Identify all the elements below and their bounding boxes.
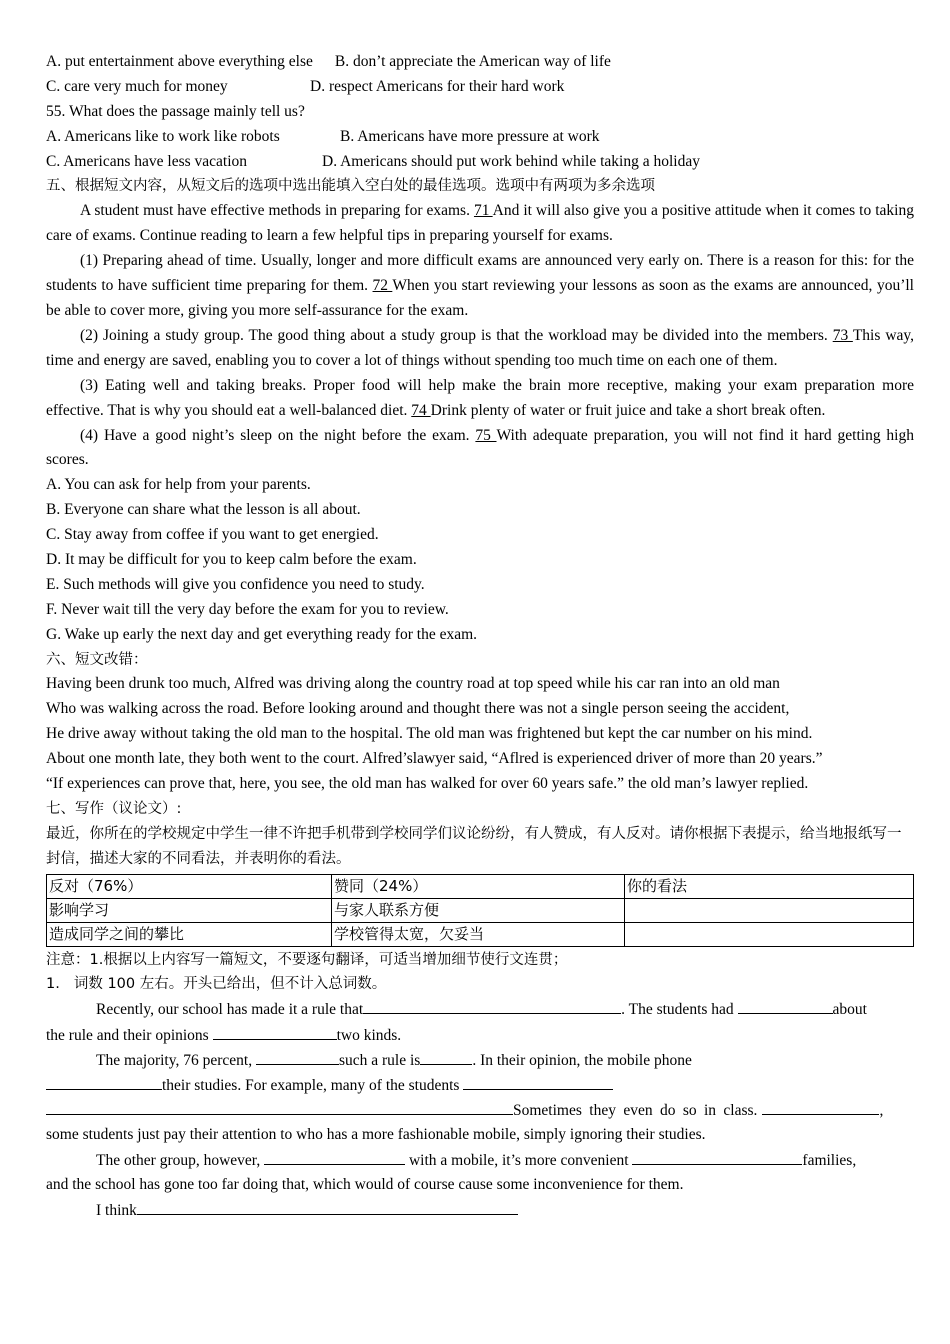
q55-question: 55. What does the passage mainly tell us? <box>46 102 305 120</box>
intro-text-b: And it will also give you a positive attitude when it comes to taking care of exams. Continue reading to learn a few helpful tips in preparing yourself for exams. <box>46 202 914 245</box>
blank-73: 73 <box>832 326 853 344</box>
q55-options-row1 <box>46 125 914 150</box>
writing-paragraph-2-cont-1 <box>46 1073 914 1098</box>
w2-text-a: The majority, 76 percent, <box>96 1052 256 1070</box>
option-d: D. It may be difficult for you to keep calm before the exam. <box>46 550 417 568</box>
p2-text-a: (2) Joining a study group. The good thing about a study group is that the workload may be divided into the members. <box>80 326 828 344</box>
w3-text-b: with a mobile, it’s more convenient <box>405 1151 633 1169</box>
w1-text-d: the rule and their opinions <box>46 1027 213 1045</box>
q55-option-d: D. Americans should put work behind while taking a holiday <box>322 152 700 170</box>
table-cell[interactable] <box>625 898 914 922</box>
answer-blank[interactable] <box>762 1098 879 1115</box>
section5-paragraph-1 <box>46 249 914 324</box>
writing-paragraph-2-cont-3: some students just pay their attention to who has a more fashionable mobile, simply ignoring their studies. <box>46 1125 706 1143</box>
correction-line-2: Who was walking across the road. Before looking around and thought there was not a single person seeing the accident, <box>46 700 790 718</box>
blank-75: 75 <box>475 426 497 444</box>
table-row <box>47 898 914 922</box>
q54-option-a: A. put entertainment above everything else <box>46 53 313 70</box>
q55-option-a: A. Americans like to work like robots <box>46 127 280 145</box>
table-header-your-view: 你的看法 <box>625 874 914 898</box>
option-e: E. Such methods will give you confidence you need to study. <box>46 575 425 593</box>
blank-74: 74 <box>411 401 431 419</box>
answer-blank[interactable] <box>46 1073 162 1090</box>
answer-blank[interactable] <box>46 1098 513 1115</box>
correction-line-3: He drive away without taking the old man to the hospital. The old man was frightened but kept the car number on his mind. <box>46 725 813 743</box>
p1-text-b: When you start reviewing your lessons as soon as the exams are announced, you’ll be able to cover more, giving you more self-assurance for the exam. <box>46 277 914 319</box>
table-cell[interactable] <box>625 922 914 946</box>
p1-text-a: (1) Preparing ahead of time. Usually, longer and more difficult exams are announced very early on. There is a reason for this: for the students to have sufficient time preparing for them. <box>46 252 914 295</box>
answer-blank[interactable] <box>264 1148 405 1165</box>
writing-paragraph-2 <box>46 1048 914 1073</box>
table-header-row <box>47 874 914 898</box>
note-number: 1. <box>46 976 60 993</box>
answer-blank[interactable] <box>420 1048 472 1065</box>
blank-71: 71 <box>473 202 493 220</box>
option-b: B. Everyone can share what the lesson is all about. <box>46 501 361 519</box>
answer-blank[interactable] <box>463 1073 613 1090</box>
q55-option-b: B. Americans have more pressure at work <box>340 127 600 145</box>
writing-paragraph-3-cont: and the school has gone too far doing that, which would of course cause some inconvenience for them. <box>46 1175 684 1193</box>
q54-option-c: C. care very much for money <box>46 77 228 95</box>
section5-paragraph-2 <box>46 324 914 374</box>
answer-blank[interactable] <box>213 1023 337 1040</box>
q54-option-b: B. don’t appreciate the American way of life <box>334 53 611 70</box>
option-a: A. You can ask for help from your parents. <box>46 476 311 494</box>
table-header-oppose: 反对（76%） <box>47 874 332 898</box>
answer-blank[interactable] <box>738 997 833 1014</box>
section5-paragraph-4 <box>46 424 914 474</box>
q55-option-c: C. Americans have less vacation <box>46 152 248 170</box>
w3-text-c: families, <box>802 1151 857 1169</box>
q54-options-row1 <box>46 50 914 75</box>
q55-options-row2 <box>46 150 914 175</box>
writing-note-1: 注意：1.根据以上内容写一篇短文，不要逐句翻译，可适当增加细节使行文连贯； <box>46 951 568 968</box>
table-row <box>47 922 914 946</box>
section6-heading: 六、短文改错： <box>46 651 148 668</box>
q54-options-row2 <box>46 75 914 100</box>
answer-blank[interactable] <box>632 1148 802 1165</box>
worksheet-page <box>46 50 914 1222</box>
w2-text-f: , <box>879 1101 884 1119</box>
intro-text-a: A student must have effective methods in preparing for exams. <box>80 202 474 220</box>
w1-text-c: about <box>832 1001 867 1019</box>
writing-paragraph-1-cont <box>46 1023 914 1048</box>
section5-heading: 五、根据短文内容，从短文后的选项中选出能填入空白处的最佳选项。选项中有两项为多余选项 <box>46 178 655 195</box>
writing-paragraph-3 <box>46 1148 914 1173</box>
section5-intro <box>46 199 914 249</box>
section5-paragraph-3 <box>46 374 914 424</box>
w1-text-a: Recently, our school has made it a rule that <box>96 1001 364 1019</box>
p2-text-b: This way, time and energy are saved, enabling you to cover a lot of things without spending too much time on each one of them. <box>46 326 915 369</box>
w2-text-c: . In their opinion, the mobile phone <box>472 1052 692 1070</box>
w1-text-e: two kinds. <box>336 1027 402 1045</box>
option-g: G. Wake up early the next day and get everything ready for the exam. <box>46 625 478 643</box>
section7-heading: 七、写作（议论文）: <box>46 800 182 817</box>
correction-line-1: Having been drunk too much, Alfred was driving along the country road at top speed while his car ran into an old man <box>46 675 780 693</box>
w2-text-d: their studies. For example, many of the students <box>162 1077 464 1095</box>
answer-blank[interactable] <box>363 997 621 1014</box>
option-f: F. Never wait till the very day before the exam for you to review. <box>46 600 449 618</box>
answer-blank[interactable] <box>137 1198 518 1215</box>
note-text: 词数 100 左右。开头已给出，但不计入总词数。 <box>73 976 387 993</box>
writing-paragraph-4 <box>46 1198 914 1223</box>
p3-text-a: (3) Eating well and taking breaks. Proper food will help make the brain more receptive, making your exam preparation more effective. That is why you should eat a well-balanced diet. <box>46 376 914 419</box>
p3-text-b: Drink plenty of water or fruit juice and take a short break often. <box>430 401 826 419</box>
blank-72: 72 <box>372 277 393 295</box>
writing-note-2 <box>46 972 914 997</box>
writing-paragraph-1 <box>46 997 914 1023</box>
p4-text-a: (4) Have a good night’s sleep on the night before the exam. <box>80 426 476 444</box>
opinion-table <box>46 874 914 947</box>
answer-blank[interactable] <box>256 1048 339 1065</box>
p4-text-b: With adequate preparation, you will not find it hard getting high scores. <box>46 426 914 469</box>
section7-prompt: 最近，你所在的学校规定中学生一律不许把手机带到学校同学们议论纷纷，有人赞成，有人反对。请你根据下表提示，给当地报纸写一封信，描述大家的不同看法，并表明你的看法。 <box>46 825 902 867</box>
table-header-support: 赞同（24%） <box>332 874 625 898</box>
w2-text-b: such a rule is <box>338 1052 421 1070</box>
w4-text-a: I think <box>96 1201 137 1219</box>
table-cell: 影响学习 <box>47 898 332 922</box>
table-cell: 造成同学之间的攀比 <box>47 922 332 946</box>
table-cell: 学校管得太宽，欠妥当 <box>332 922 625 946</box>
option-c: C. Stay away from coffee if you want to get energied. <box>46 526 379 544</box>
w1-text-b: . The students had <box>621 1001 738 1019</box>
correction-line-4: About one month late, they both went to the court. Alfred’slawyer said, “Aflred is experienced driver of more than 20 years.” <box>46 750 823 768</box>
q54-option-d: D. respect Americans for their hard work <box>310 77 565 95</box>
w2-text-e: Sometimes they even do so in class. <box>513 1101 758 1119</box>
writing-paragraph-2-cont-2 <box>46 1098 914 1123</box>
w3-text-a: The other group, however, <box>96 1151 265 1169</box>
table-cell: 与家人联系方便 <box>332 898 625 922</box>
correction-line-5: “If experiences can prove that, here, you see, the old man has walked for over 60 years safe.” the old man’s lawyer replied. <box>46 775 809 792</box>
